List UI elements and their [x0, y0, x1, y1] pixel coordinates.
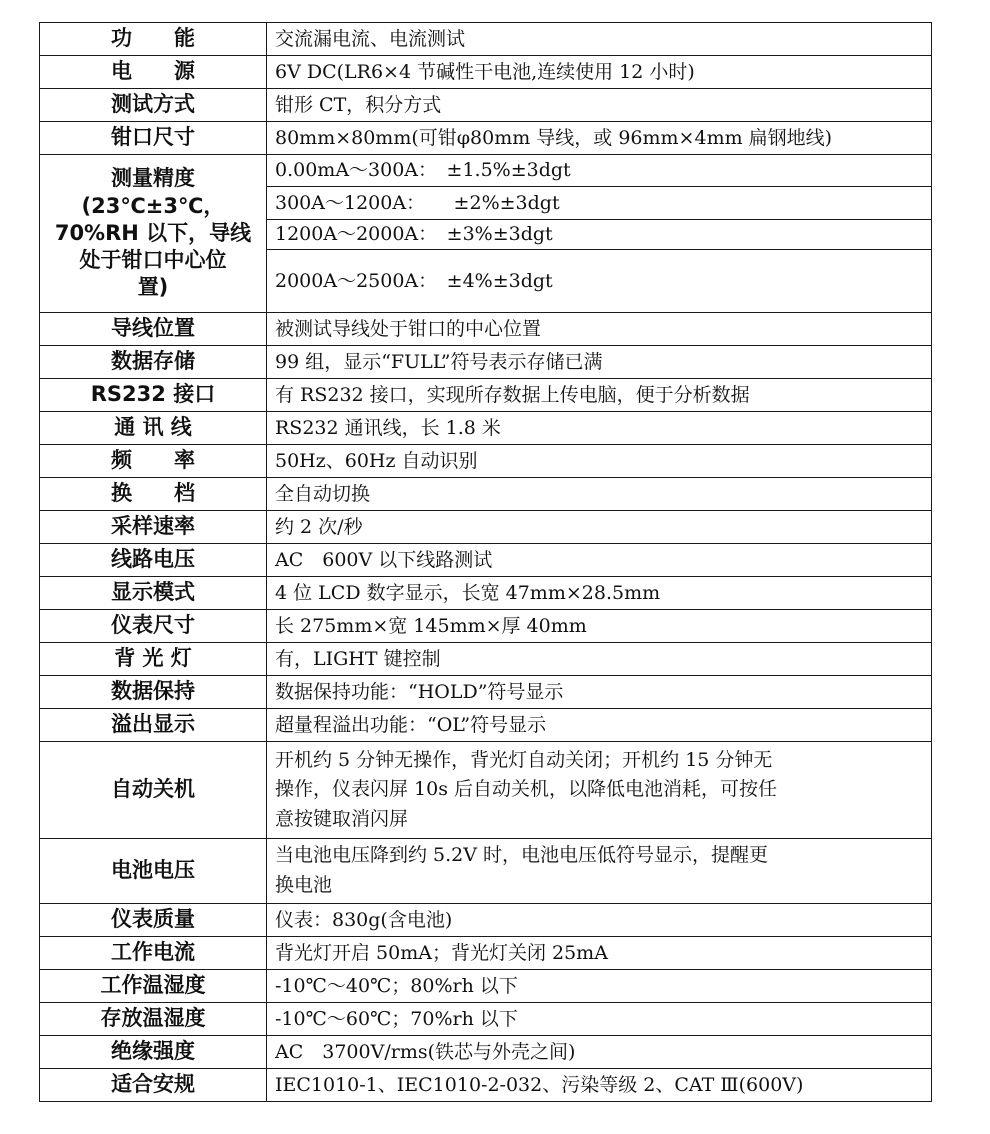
row-label: 通 讯 线: [40, 412, 267, 445]
row-label: 显示模式: [40, 577, 267, 610]
row-label: 数据存储: [40, 346, 267, 379]
row-value: 开机约 5 分钟无操作，背光灯自动关闭；开机约 15 分钟无 操作，仪表闪屏 10s 后自动关机，以降低电池消耗，可按任 意按键取消闪屏: [267, 742, 932, 839]
table-row: [40, 155, 932, 187]
row-label: 电 源: [40, 56, 267, 89]
table-row: [40, 839, 932, 904]
row-value: 50Hz、60Hz 自动识别: [267, 445, 932, 478]
row-value: IEC1010-1、IEC1010-2-032、污染等级 2、CAT Ⅲ(600V): [267, 1069, 932, 1102]
row-value: 有，LIGHT 键控制: [267, 643, 932, 676]
row-value: -10℃～60℃；70%rh 以下: [267, 1003, 932, 1036]
row-value: -10℃～40℃；80%rh 以下: [267, 970, 932, 1003]
table-row: [40, 1003, 932, 1036]
row-value: 背光灯开启 50mA；背光灯关闭 25mA: [267, 937, 932, 970]
table-row: [40, 511, 932, 544]
row-label: 自动关机: [40, 742, 267, 839]
table-row: [40, 610, 932, 643]
row-label: 功 能: [40, 23, 267, 56]
table-row: [40, 577, 932, 610]
row-label: 存放温湿度: [40, 1003, 267, 1036]
spec-table: [39, 22, 932, 1102]
table-row: [40, 676, 932, 709]
row-value: 超量程溢出功能：“OL”符号显示: [267, 709, 932, 742]
row-label: RS232 接口: [40, 379, 267, 412]
table-row: [40, 122, 932, 155]
table-row: [40, 1036, 932, 1069]
accuracy-range: 0.00mA～300A： ±1.5%±3dgt: [267, 155, 932, 187]
table-row: [40, 937, 932, 970]
row-label: 工作温湿度: [40, 970, 267, 1003]
table-row: [40, 89, 932, 122]
row-value: 被测试导线处于钳口的中心位置: [267, 313, 932, 346]
table-row: [40, 313, 932, 346]
row-label: 测试方式: [40, 89, 267, 122]
row-label: 仪表尺寸: [40, 610, 267, 643]
row-label: 适合安规: [40, 1069, 267, 1102]
row-label: 测量精度 (23℃±3℃， 70%RH 以下，导线 处于钳口中心位 置): [40, 155, 267, 313]
accuracy-range: 2000A～2500A： ±4%±3dgt: [267, 250, 932, 313]
row-value: 仪表：830g(含电池): [267, 904, 932, 937]
table-row: [40, 445, 932, 478]
table-row: [40, 742, 932, 839]
row-label: 背 光 灯: [40, 643, 267, 676]
row-label: 频 率: [40, 445, 267, 478]
table-row: [40, 1069, 932, 1102]
accuracy-range: 300A～1200A： ±2%±3dgt: [267, 187, 932, 220]
row-label: 电池电压: [40, 839, 267, 904]
table-row: [40, 23, 932, 56]
row-label: 绝缘强度: [40, 1036, 267, 1069]
row-value: 全自动切换: [267, 478, 932, 511]
row-label: 采样速率: [40, 511, 267, 544]
row-value: 99 组，显示“FULL”符号表示存储已满: [267, 346, 932, 379]
table-row: [40, 544, 932, 577]
table-row: [40, 346, 932, 379]
table-row: [40, 709, 932, 742]
table-row: [40, 970, 932, 1003]
table-row: [40, 904, 932, 937]
row-value: 80mm×80mm(可钳φ80mm 导线，或 96mm×4mm 扁钢地线): [267, 122, 932, 155]
table-row: [40, 56, 932, 89]
accuracy-range: 1200A～2000A： ±3%±3dgt: [267, 220, 932, 250]
row-value: 有 RS232 接口，实现所存数据上传电脑，便于分析数据: [267, 379, 932, 412]
row-value: 长 275mm×宽 145mm×厚 40mm: [267, 610, 932, 643]
row-value: RS232 通讯线，长 1.8 米: [267, 412, 932, 445]
table-row: [40, 478, 932, 511]
row-label: 导线位置: [40, 313, 267, 346]
row-value: 4 位 LCD 数字显示，长宽 47mm×28.5mm: [267, 577, 932, 610]
table-row: [40, 412, 932, 445]
table-row: [40, 643, 932, 676]
row-label: 线路电压: [40, 544, 267, 577]
row-value: 约 2 次/秒: [267, 511, 932, 544]
row-label: 数据保持: [40, 676, 267, 709]
table-row: [40, 379, 932, 412]
row-label: 钳口尺寸: [40, 122, 267, 155]
row-label: 换 档: [40, 478, 267, 511]
row-value: 交流漏电流、电流测试: [267, 23, 932, 56]
row-value: 数据保持功能：“HOLD”符号显示: [267, 676, 932, 709]
row-value: 当电池电压降到约 5.2V 时，电池电压低符号显示，提醒更 换电池: [267, 839, 932, 904]
row-label: 溢出显示: [40, 709, 267, 742]
row-value: AC 3700V/rms(铁芯与外壳之间): [267, 1036, 932, 1069]
row-value: 钳形 CT，积分方式: [267, 89, 932, 122]
row-label: 工作电流: [40, 937, 267, 970]
row-value: 6V DC(LR6×4 节碱性干电池,连续使用 12 小时): [267, 56, 932, 89]
row-value: AC 600V 以下线路测试: [267, 544, 932, 577]
row-label: 仪表质量: [40, 904, 267, 937]
